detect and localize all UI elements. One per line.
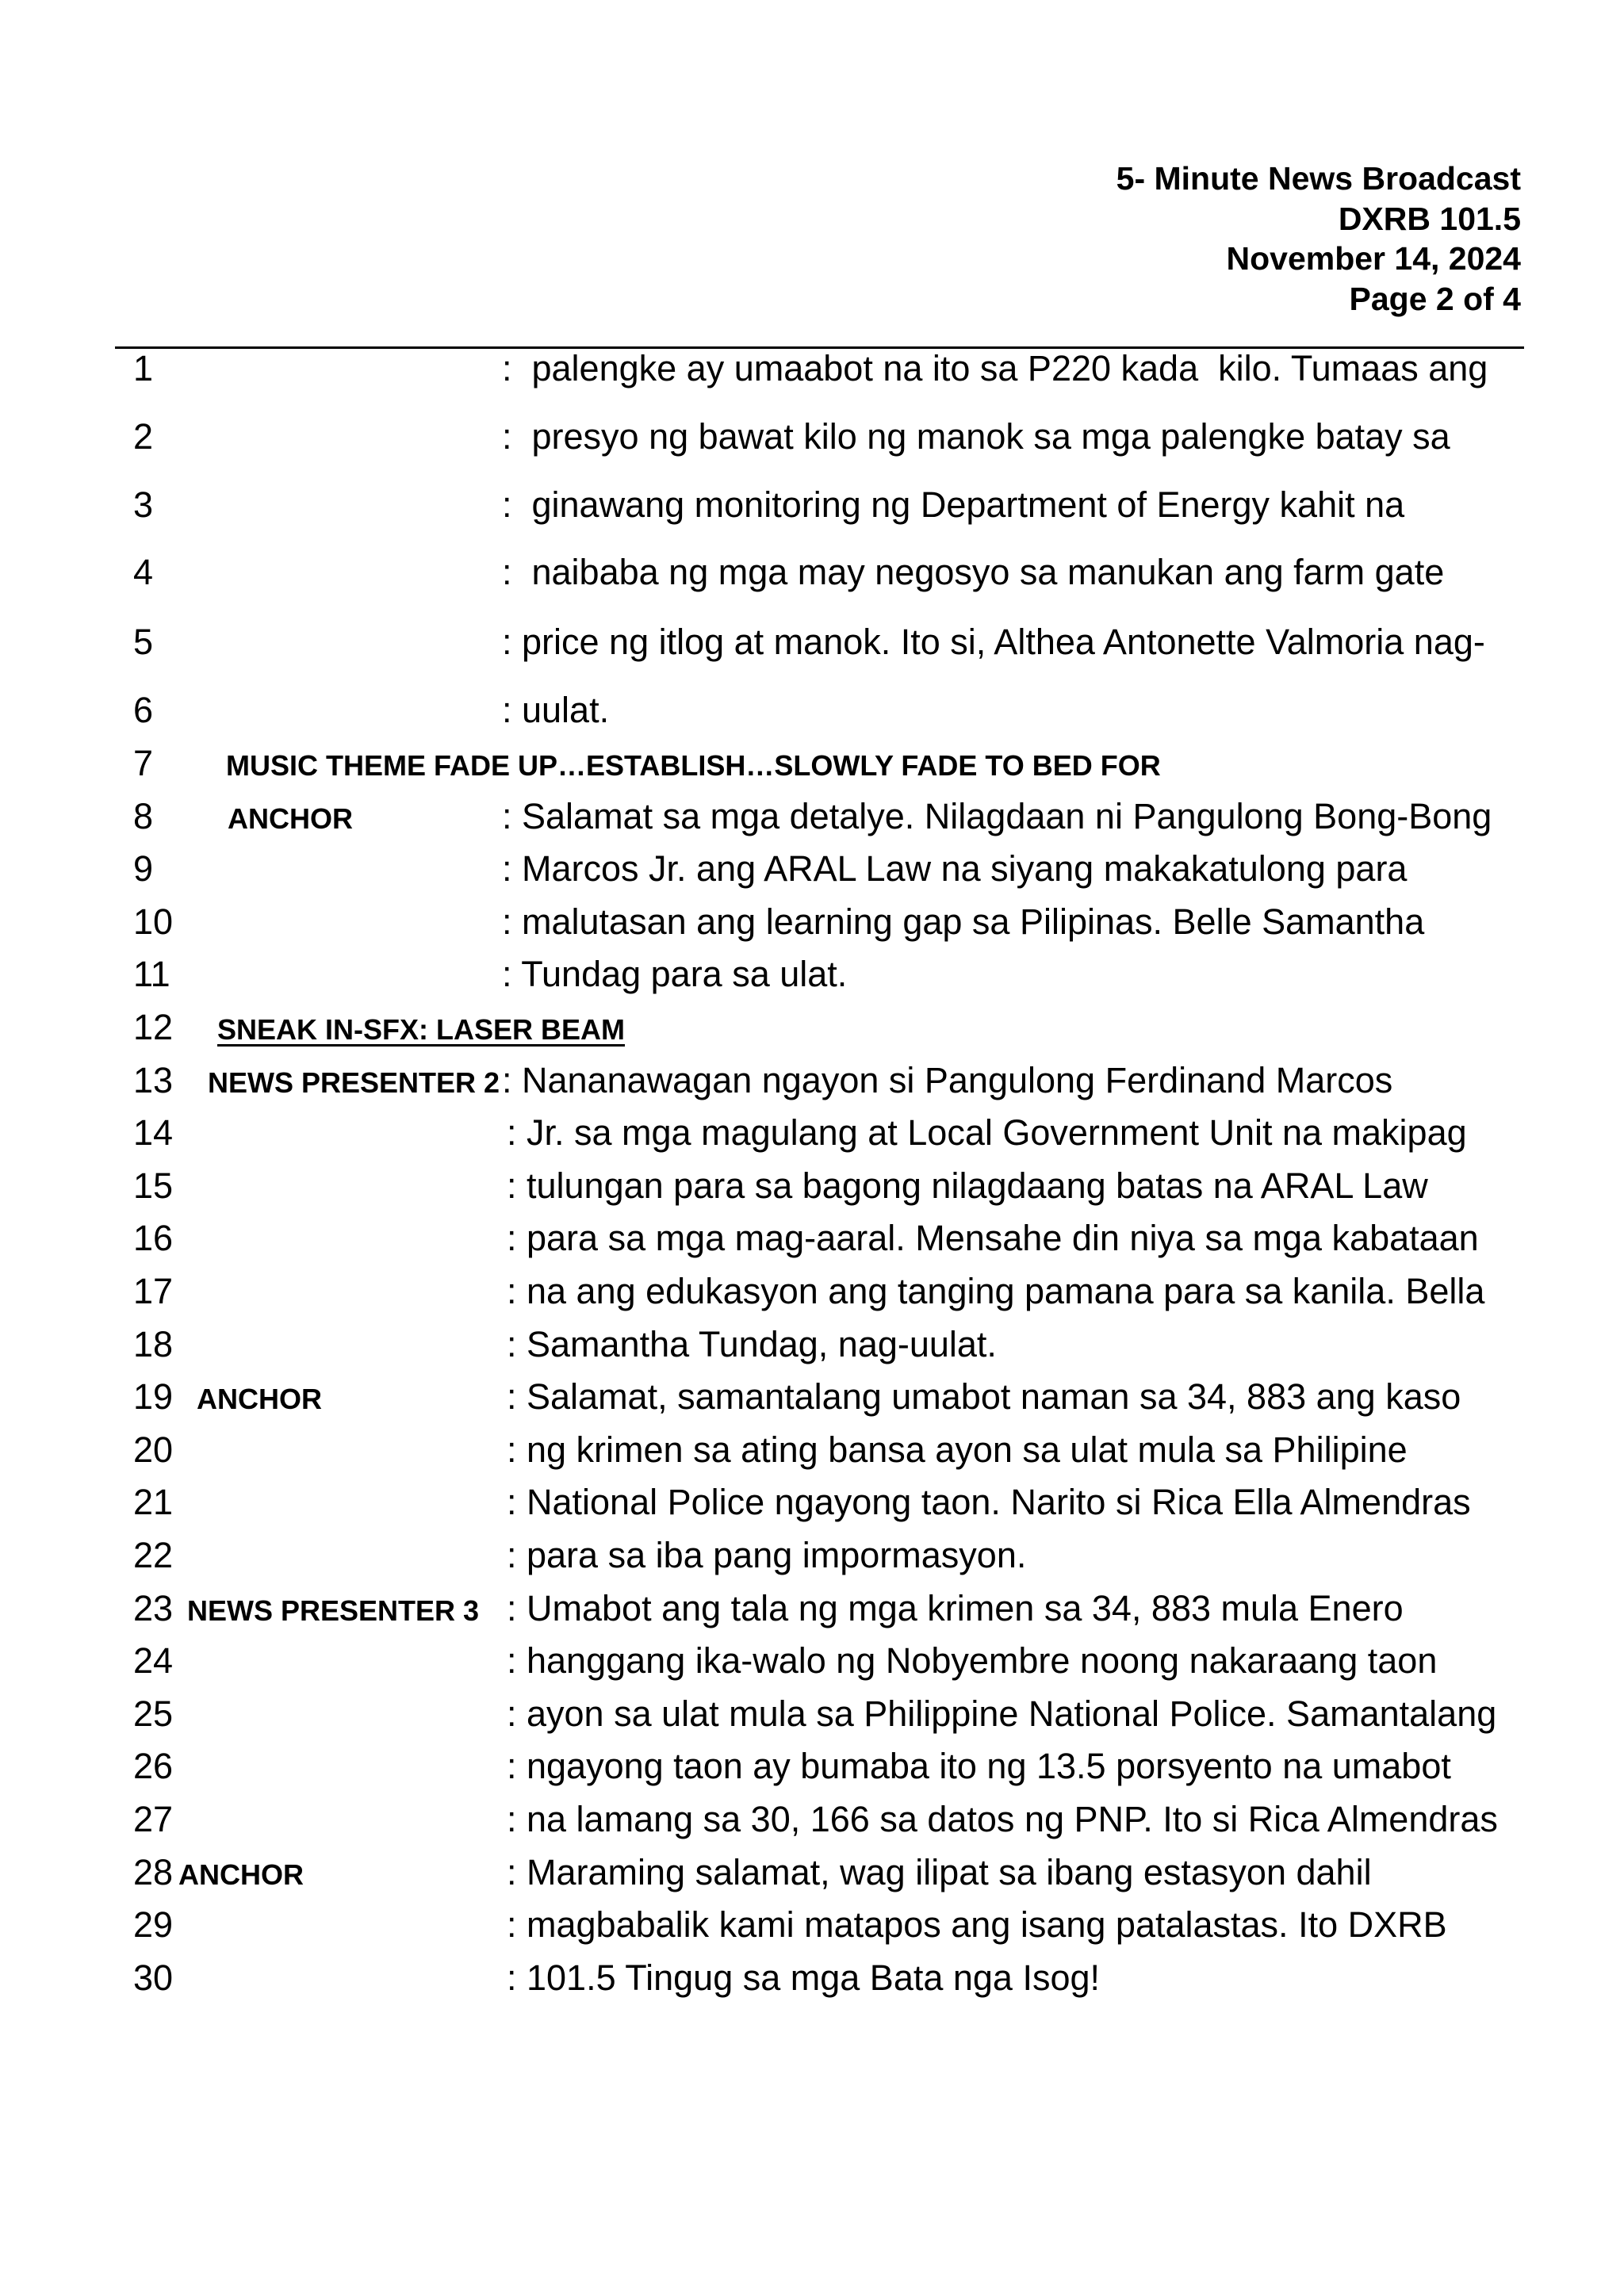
line-text: : ngayong taon ay bumaba ito ng 13.5 porsyento na umabot — [507, 1746, 1451, 1786]
line-text: : Marcos Jr. ang ARAL Law na siyang makakatulong para — [502, 848, 1408, 889]
script-line — [0, 1476, 1624, 1529]
line-text: : National Police ngayong taon. Narito si Rica Ella Almendras — [507, 1482, 1471, 1522]
line-number: 21 — [133, 1482, 174, 1522]
line-text: : palengke ay umaabot na ito sa P220 kada kilo. Tumaas ang — [502, 348, 1488, 388]
script-line — [0, 1107, 1624, 1159]
line-text: : presyo ng bawat kilo ng manok sa mga palengke batay sa — [502, 416, 1450, 457]
script-line — [0, 948, 1624, 1001]
line-number: 3 — [133, 484, 154, 525]
script-line — [0, 1740, 1624, 1793]
line-text: : uulat. — [502, 690, 610, 730]
speaker-label: ANCHOR — [197, 1383, 322, 1415]
line-number: 2 — [133, 416, 154, 457]
line-number: 17 — [133, 1271, 174, 1311]
line-text: : ng krimen sa ating bansa ayon sa ulat mula sa Philipine — [507, 1429, 1408, 1470]
line-text: : na ang edukasyon ang tanging pamana para sa kanila. Bella — [507, 1271, 1485, 1311]
line-number: 12 — [133, 1007, 174, 1047]
line-text: : price ng itlog at manok. Ito si, Althea Antonette Valmoria nag- — [502, 622, 1485, 662]
line-number: 30 — [133, 1957, 174, 1998]
line-number: 5 — [133, 622, 154, 662]
station-name: DXRB 101.5 — [1338, 200, 1521, 237]
speaker-label: NEWS PRESENTER 2 — [208, 1066, 500, 1099]
line-number: 26 — [133, 1746, 174, 1786]
music-cue: MUSIC THEME FADE UP…ESTABLISH…SLOWLY FADE TO BED FOR — [226, 749, 1161, 782]
script-line — [0, 411, 1624, 463]
script-line — [0, 1318, 1624, 1371]
line-number: 10 — [133, 901, 174, 942]
script-line — [0, 1212, 1624, 1265]
script-line — [0, 1265, 1624, 1318]
line-number: 13 — [133, 1060, 174, 1100]
line-text: : Jr. sa mga magulang at Local Government Unit na makipag — [507, 1112, 1467, 1153]
line-number: 27 — [133, 1799, 174, 1839]
script-line — [0, 1424, 1624, 1476]
line-number: 23 — [133, 1588, 174, 1628]
line-text: : ginawang monitoring ng Department of Energy kahit na — [502, 484, 1405, 525]
line-number: 28 — [133, 1852, 174, 1892]
speaker-label: ANCHOR — [178, 1858, 304, 1891]
script-line — [0, 1635, 1624, 1687]
speaker-label: NEWS PRESENTER 3 — [187, 1594, 480, 1627]
line-text: : ayon sa ulat mula sa Philippine National Police. Samantalang — [507, 1693, 1497, 1734]
script-line — [0, 342, 1624, 395]
line-number: 11 — [133, 954, 170, 994]
line-text: : Salamat, samantalang umabot naman sa 34, 883 ang kaso — [507, 1376, 1461, 1417]
line-number: 22 — [133, 1535, 174, 1575]
script-line — [0, 1160, 1624, 1212]
script-line — [0, 1529, 1624, 1582]
line-text: : naibaba ng mga may negosyo sa manukan ang farm gate — [502, 552, 1445, 592]
line-number: 6 — [133, 690, 154, 730]
line-number: 7 — [133, 743, 154, 783]
line-number: 20 — [133, 1429, 174, 1470]
line-number: 1 — [133, 348, 154, 388]
line-text: : Tundag para sa ulat. — [502, 954, 848, 994]
line-number: 24 — [133, 1640, 174, 1681]
line-text: : para sa mga mag-aaral. Mensahe din niya sa mga kabataan — [507, 1218, 1479, 1258]
line-number: 4 — [133, 552, 154, 592]
script-line — [0, 616, 1624, 668]
line-number: 8 — [133, 796, 154, 836]
page-header — [1116, 159, 1521, 319]
line-number: 19 — [133, 1376, 174, 1417]
line-text: : Salamat sa mga detalye. Nilagdaan ni Pangulong Bong-Bong — [502, 796, 1492, 836]
line-text: : na lamang sa 30, 166 sa datos ng PNP. Ito si Rica Almendras — [507, 1799, 1498, 1839]
program-title: 5- Minute News Broadcast — [1116, 160, 1521, 197]
line-text: : Maraming salamat, wag ilipat sa ibang estasyon dahil — [507, 1852, 1372, 1892]
script-line — [0, 790, 1624, 843]
page-number: Page 2 of 4 — [1349, 280, 1521, 317]
script-line — [0, 1371, 1624, 1423]
line-text: : para sa iba pang impormasyon. — [507, 1535, 1027, 1575]
line-text: : hanggang ika-walo ng Nobyembre noong nakaraang taon — [507, 1640, 1438, 1681]
script-line — [0, 1054, 1624, 1107]
line-text: : 101.5 Tingug sa mga Bata nga Isog! — [507, 1957, 1101, 1998]
script-line — [0, 737, 1624, 790]
script-line — [0, 1952, 1624, 2004]
line-text: : malutasan ang learning gap sa Pilipinas. Belle Samantha — [502, 901, 1425, 942]
line-number: 16 — [133, 1218, 174, 1258]
script-line — [0, 1688, 1624, 1740]
script-line — [0, 1582, 1624, 1635]
script-line — [0, 546, 1624, 599]
script-line — [0, 1793, 1624, 1846]
speaker-label: ANCHOR — [228, 802, 353, 835]
line-text: : Umabot ang tala ng mga krimen sa 34, 883 mula Enero — [507, 1588, 1404, 1628]
script-line — [0, 1899, 1624, 1951]
line-text: : Samantha Tundag, nag-uulat. — [507, 1324, 997, 1364]
line-text: : magbabalik kami matapos ang isang patalastas. Ito DXRB — [507, 1904, 1447, 1945]
script-line — [0, 684, 1624, 737]
script-line — [0, 896, 1624, 948]
script-line — [0, 479, 1624, 531]
script-line — [0, 1846, 1624, 1899]
line-number: 15 — [133, 1165, 174, 1206]
line-number: 25 — [133, 1693, 174, 1734]
line-text: : Nananawagan ngayon si Pangulong Ferdinand Marcos — [502, 1060, 1393, 1100]
sfx-cue: SNEAK IN-SFX: LASER BEAM — [217, 1013, 626, 1046]
line-number: 18 — [133, 1324, 174, 1364]
line-number: 9 — [133, 848, 154, 889]
script-line — [0, 1001, 1624, 1054]
line-text: : tulungan para sa bagong nilagdaang batas na ARAL Law — [507, 1165, 1428, 1206]
line-number: 29 — [133, 1904, 174, 1945]
broadcast-date: November 14, 2024 — [1226, 240, 1521, 277]
line-number: 14 — [133, 1112, 174, 1153]
script-line — [0, 843, 1624, 895]
